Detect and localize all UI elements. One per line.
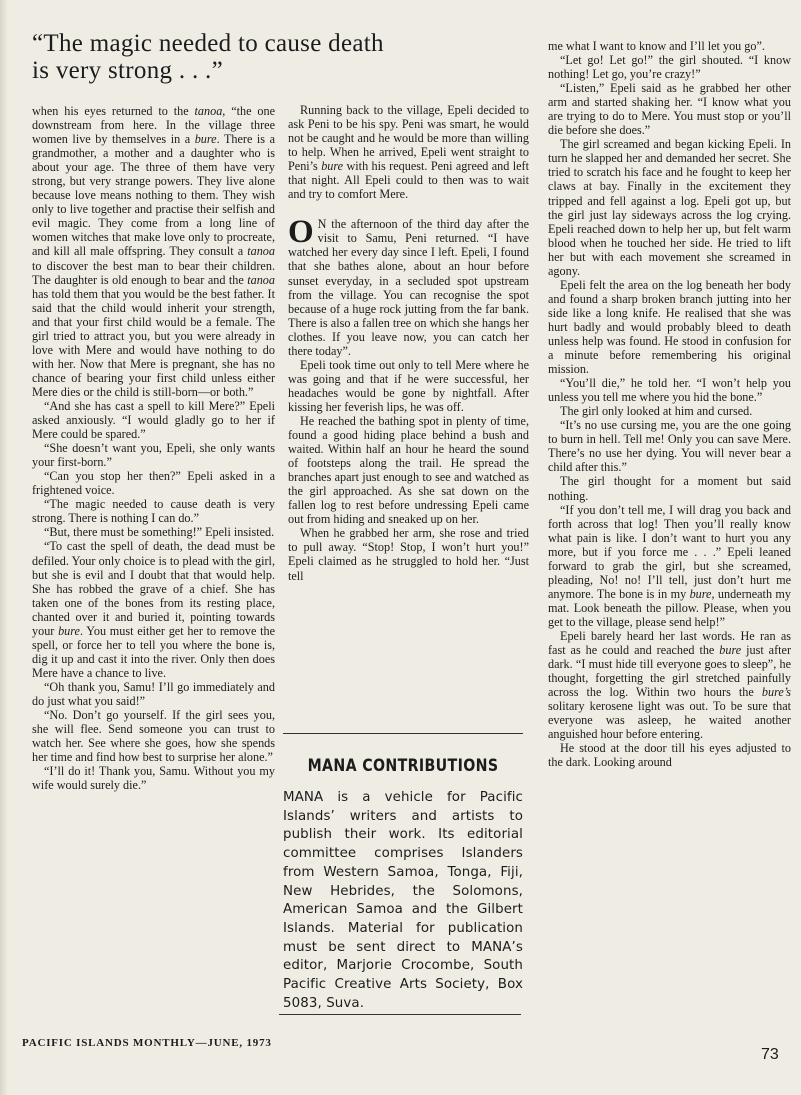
paragraph <box>32 680 275 708</box>
text-run: when his eyes returned to the <box>32 104 195 118</box>
mana-contributions-box <box>283 756 523 1013</box>
headline-line-1: “The magic needed to cause death <box>32 30 384 57</box>
paragraph <box>32 469 275 497</box>
text-run: with his request. Peni agreed and left that night. All Epeli could to then was to wait and try to comfort Mere. <box>288 159 530 202</box>
text-run: “She doesn’t want you, Epeli, she only wants your first-born.” <box>32 441 275 470</box>
text-run: , underneath my mat. Look beneath the pillow. Please, when you get to the village, please send help!” <box>548 586 791 629</box>
text-run: , “the one downstream from here. In the village three women live by themselves in a <box>32 104 275 147</box>
text-run: Running back to the village, Epeli decided to ask Peni to be his spy. Peni was smart, he would not be caught and he would be more than willing to help. When he arrived, Epeli went straight to Peni’s <box>288 103 529 174</box>
text-run: “And she has cast a spell to kill Mere?” Epeli asked anxiously. “I would gladly go to her if Mere could be spared.” <box>32 398 275 442</box>
text-run: The girl screamed and began kicking Epeli. In turn he slapped her and demanded her secret. She tried to scratch his face and he fought to keep her claws at bay. Finally in the excitement they tripped and fell against a log. Epeli got up, but the girl just lay sideways across the log crying. Epeli reached down to help her up, but felt warm blood when he touched her side. He tried to lift her but with each movement she screamed in agony. <box>548 137 791 278</box>
paragraph <box>32 104 275 399</box>
text-run: to discover the best man to bear their children. The daughter is old enough to bear and the <box>32 258 275 287</box>
text-run: The girl only looked at him and cursed. <box>560 404 753 419</box>
text-run: just after dark. “I must hide till everyone goes to sleep”, he thought, forgetting the girl stretched painfully across the log. Within two hours the <box>548 643 792 700</box>
mana-box-title: MANA CONTRIBUTIONS <box>307 756 499 775</box>
italic-term: tanoa <box>194 104 223 118</box>
paragraph <box>32 441 275 469</box>
paragraph <box>548 418 791 474</box>
paragraph <box>32 399 275 441</box>
paragraph <box>288 214 529 358</box>
paragraph <box>548 503 791 629</box>
italic-term: bure <box>321 159 344 174</box>
publication-footer: PACIFIC ISLANDS MONTHLY—JUNE, 1973 <box>22 1037 272 1049</box>
box-bottom-rule <box>279 1014 521 1015</box>
italic-term: tanoa <box>247 272 275 287</box>
text-run: “You’ll die,” he told her. “I won’t help you unless you tell me where you hid the bone.” <box>548 376 791 405</box>
text-run: He stood at the door till his eyes adjusted to the dark. Looking around <box>548 741 791 770</box>
text-run: Epeli barely heard her last words. He ran as fast as he could and reached the <box>548 628 791 658</box>
text-run: “Can you stop her then?” Epeli asked in a frightened voice. <box>32 469 275 498</box>
paragraph <box>548 137 791 277</box>
text-run: “I’ll do it! Thank you, Samu. Without you my wife would surely die.” <box>32 764 275 793</box>
italic-term: bure <box>689 586 712 601</box>
paragraph <box>32 708 275 764</box>
paragraph <box>32 525 275 539</box>
paragraph <box>288 358 529 414</box>
paragraph <box>288 526 529 582</box>
paragraph <box>548 404 791 418</box>
article-column-3 <box>548 39 791 769</box>
text-run: “But, there must be something!” Epeli insisted. <box>44 525 275 540</box>
paragraph <box>548 81 791 137</box>
text-run: “Listen,” Epeli said as he grabbed her other arm and started shaking her. “I know what you are trying to do to Mere. You must stop or you’ll die before she does.” <box>548 81 791 138</box>
article-column-1 <box>32 104 275 792</box>
paragraph <box>32 539 275 679</box>
paragraph <box>548 629 791 741</box>
box-top-rule <box>283 733 523 734</box>
mana-box-body: MANA is a vehicle for Pacific Islands’ writers and artists to publish their work. Its editorial committee comprises Islanders from Western Samoa, Tonga, Fiji, New Hebrides, the Solomons, American Samoa and the Gilbert Islands. Material for publication must be sent direct to MANA’s editor, Marjorie Crocombe, South Pacific Creative Arts Society, Box 5083, Suva. <box>283 790 523 1011</box>
text-run: “Let go! Let go!” the girl shouted. “I know nothing! Let go, you’re crazy!” <box>548 53 791 82</box>
paragraph <box>288 414 529 526</box>
text-run: “No. Don’t go yourself. If the girl sees you, she will flee. Send someone you can trust to watch her. See where she goes, how she spends her time and find how best to surprise her alone.” <box>32 708 275 765</box>
text-run: The girl thought for a moment but said nothing. <box>548 474 791 503</box>
headline-line-2: is very strong . . .” <box>32 57 223 84</box>
article-column-2 <box>288 103 529 583</box>
article-headline <box>32 30 502 84</box>
paragraph <box>548 278 791 376</box>
text-run: Epeli felt the area on the log beneath her body and found a sharp broken branch jutting into her side like a long knife. He realised that she was hurt badly and would probably bleed to death unless help was found. He stood in confusion for a minute before remembering his original mission. <box>548 277 791 377</box>
paragraph <box>32 497 275 525</box>
text-run: N the afternoon of the third day after the visit to Samu, Peni returned. “I have watched her every day since I left. Epeli, I found that she bathes alone, about an hour before sunset everyday, in a secluded spot upstream from the village. You can recognise the spot because of a huge rock jutting from the far bank. There is also a fallen tree on which she hangs her clothes. If you leave now, you can catch her there today”. <box>288 217 529 358</box>
text-run: “It’s no use cursing me, you are the one going to burn in hell. Tell me! Only you can save Mere. There’s no use her dying. You will never bear a child after this.” <box>548 418 791 475</box>
paragraph <box>548 376 791 404</box>
paragraph <box>32 764 275 792</box>
text-run: . There is a grandmother, a mother and a daughter who is about your age. The three of them have very strong, but very strange powers. They live alone because love means nothing to them. They wish only to live together and practise their selfish and evil magic. They come from a long line of women witches that make love only to procreate, and kill all male offspring. They consult a <box>32 132 276 259</box>
italic-term: bure <box>194 132 217 147</box>
text-run: When he grabbed her arm, she rose and tried to pull away. “Stop! Stop, I won’t hurt you!” Epeli claimed as he struggled to hold her. “Just tell <box>288 526 529 583</box>
text-run: has told them that you would be the best father. It said that the child would inherit your strength, and that your first child would be a female. The girl tried to attract you, but you were already in love with Mere and would have nothing to do with her. Now that Mere is pregnant, she has no chance of bearing your first child unless either Mere dies or the child is still-born—or both.” <box>32 286 275 399</box>
italic-term: bure <box>58 623 80 638</box>
italic-term: bure’s <box>761 685 791 700</box>
paragraph <box>548 741 791 769</box>
text-run: me what I want to know and I’ll let you go”. <box>548 39 765 53</box>
text-run: “The magic needed to cause death is very strong. There is nothing I can do.” <box>32 497 275 526</box>
paragraph <box>288 103 529 201</box>
text-run: solitary kerosene light was out. To be sure that everyone was asleep, he waited another anguished hour before entering. <box>548 699 791 742</box>
page-number: 73 <box>761 1046 779 1063</box>
paragraph <box>548 39 791 53</box>
paragraph <box>548 474 791 502</box>
text-run: “If you don’t tell me, I will drag you back and forth across that log! Then you’ll really know what pain is like. I don’t want to hurt you any more, but if you force me . . .” Epeli leaned forward to grab the girl, but she screamed, pleading, No! no! I’ll tell, just don’t hurt me anymore. The bone is in my <box>548 502 791 601</box>
text-run: Epeli took time out only to tell Mere where he was going and that if he were successful, her headaches would be gone by nightfall. After kissing her feverish lips, he was off. <box>288 357 529 414</box>
italic-term: bure <box>719 643 742 658</box>
text-run: “Oh thank you, Samu! I’ll go immediately and do just what you said!” <box>32 679 275 708</box>
paragraph <box>548 53 791 81</box>
text-run: “To cast the spell of death, the dead must be defiled. Your only choice is to plead with the girl, but she is evil and I doubt that that would help. She has robbed the grave of a chief. She has taken one of the bones from its resting place, chanted over it and buried it, pointing towards your <box>32 539 275 638</box>
drop-cap: O <box>288 214 314 251</box>
text-run: He reached the bathing spot in plenty of time, found a good hiding place behind a bush and waited. Within half an hour he heard the sound of footsteps along the trail. He spread the branches apart just enough to see and watched as the girl approached. As she sat down on the fallen log to rest before undressing Epeli came out from hiding and sneaked up on her. <box>288 413 529 527</box>
page-edge <box>0 0 8 1095</box>
text-run: . You must either get her to remove the spell, or force her to tell you where the bone is, dig it up and cast it into the river. Only then does Mere have a chance to live. <box>32 623 275 680</box>
italic-term: tanoa <box>247 244 275 259</box>
